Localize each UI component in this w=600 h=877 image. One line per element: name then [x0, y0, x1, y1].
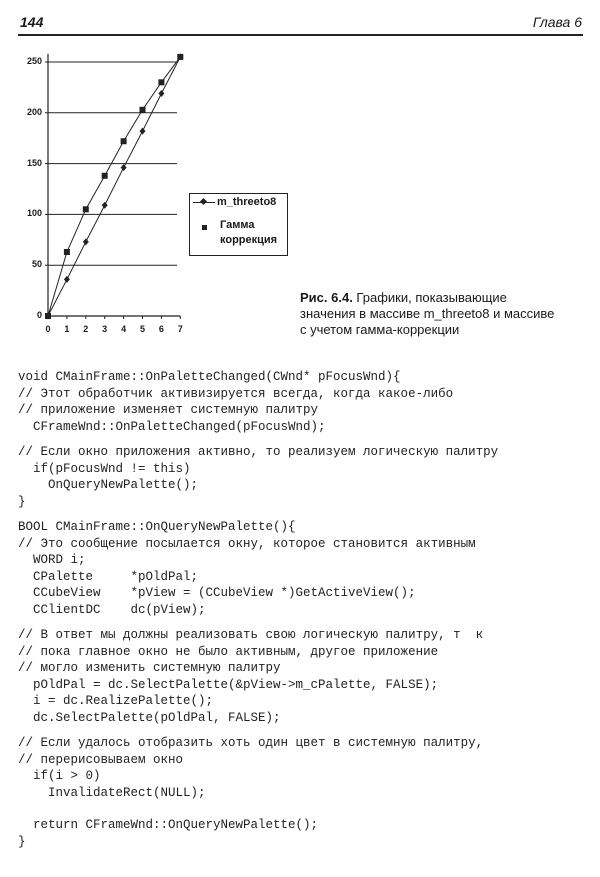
- diamond-line-icon: [193, 202, 215, 203]
- code-line: InvalidateRect(NULL);: [18, 785, 206, 800]
- code-line: }: [18, 834, 26, 849]
- x-tick-label: 7: [177, 324, 183, 334]
- code-line: // Это сообщение посылается окну, которое становится активным: [18, 536, 476, 551]
- code-line: // Если удалось отобразить хоть один цвет в системную палитру,: [18, 736, 484, 750]
- caption-text: Графики, показывающие: [352, 290, 507, 305]
- y-tick-label: 50: [31, 259, 42, 270]
- code-line: CClientDC dc(pView);: [18, 602, 206, 617]
- code-line: void CMainFrame::OnPaletteChanged(CWnd* pFocusWnd){: [18, 370, 401, 384]
- legend-label: m_threeto8: [217, 196, 277, 208]
- code-block-6: [18, 817, 578, 850]
- code-line: if(i > 0): [18, 769, 101, 783]
- code-line: CFrameWnd::OnPaletteChanged(pFocusWnd);: [18, 419, 326, 434]
- y-tick-label: 0: [36, 310, 42, 320]
- code-line: // приложение изменяет системную палитру: [18, 403, 319, 417]
- code-block-1: [18, 369, 578, 435]
- x-tick-label: 5: [139, 324, 145, 334]
- legend-label: коррекция: [220, 234, 278, 246]
- code-line: // Если окно приложения активно, то реализуем логическую палитру: [18, 445, 499, 459]
- code-line: }: [18, 494, 26, 509]
- x-tick-label: 6: [158, 324, 164, 334]
- caption-text: значения в массиве m_threeto8 и массиве: [300, 306, 555, 321]
- code-line: // могло изменить системную палитру: [18, 661, 281, 675]
- x-tick-label: 4: [121, 324, 127, 334]
- code-block-2: [18, 444, 578, 510]
- code-block-5: [18, 735, 578, 801]
- y-tick-label: 100: [26, 208, 42, 219]
- code-line: // пока главное окно не было активным, другое приложение: [18, 644, 439, 659]
- x-tick-label: 0: [45, 324, 51, 334]
- code-line: return CFrameWnd::OnQueryNewPalette();: [18, 818, 319, 832]
- code-line: CPalette *pOldPal;: [18, 569, 199, 584]
- code-listing: [18, 369, 578, 850]
- caption-text: с учетом гамма-коррекции: [300, 322, 460, 337]
- x-tick-label: 2: [83, 324, 89, 334]
- code-line: pOldPal = dc.SelectPalette(&pView->m_cPalette, FALSE);: [18, 677, 439, 692]
- legend-item-gamma: [220, 218, 277, 248]
- x-tick-label: 3: [102, 324, 108, 334]
- code-line: OnQueryNewPalette();: [18, 478, 199, 492]
- page-header: [18, 14, 583, 36]
- y-tick-label: 250: [26, 56, 42, 66]
- code-block-3: [18, 519, 578, 618]
- code-block-4: [18, 627, 578, 726]
- line-chart-plot: [0, 40, 300, 340]
- code-line: CCubeView *pView = (CCubeView *)GetActiveView();: [18, 586, 416, 600]
- figure-caption: [300, 290, 560, 338]
- y-tick-label: 150: [26, 157, 42, 168]
- chapter-title: Глава 6: [532, 14, 582, 30]
- legend-label: Гамма: [220, 219, 255, 231]
- page-number: 144: [20, 14, 44, 30]
- x-tick-label: 1: [64, 324, 70, 334]
- legend-item-m-threeto8: [193, 196, 276, 208]
- code-line: WORD i;: [18, 553, 86, 567]
- square-marker-icon: [202, 225, 207, 230]
- figure-chart: [0, 40, 300, 340]
- code-line: // В ответ мы должны реализовать свою логическую палитру, т к: [18, 628, 484, 642]
- caption-label: Рис. 6.4.: [300, 290, 353, 305]
- code-line: // Этот обработчик активизируется всегда, когда какое-либо: [18, 386, 454, 401]
- code-line: i = dc.RealizePalette();: [18, 694, 214, 708]
- y-tick-label: 200: [26, 106, 42, 117]
- code-line: if(pFocusWnd != this): [18, 461, 191, 476]
- code-line: // перерисовываем окно: [18, 752, 184, 767]
- chart-legend: [189, 193, 288, 256]
- code-line: dc.SelectPalette(pOldPal, FALSE);: [18, 710, 281, 725]
- code-line: BOOL CMainFrame::OnQueryNewPalette(){: [18, 520, 296, 534]
